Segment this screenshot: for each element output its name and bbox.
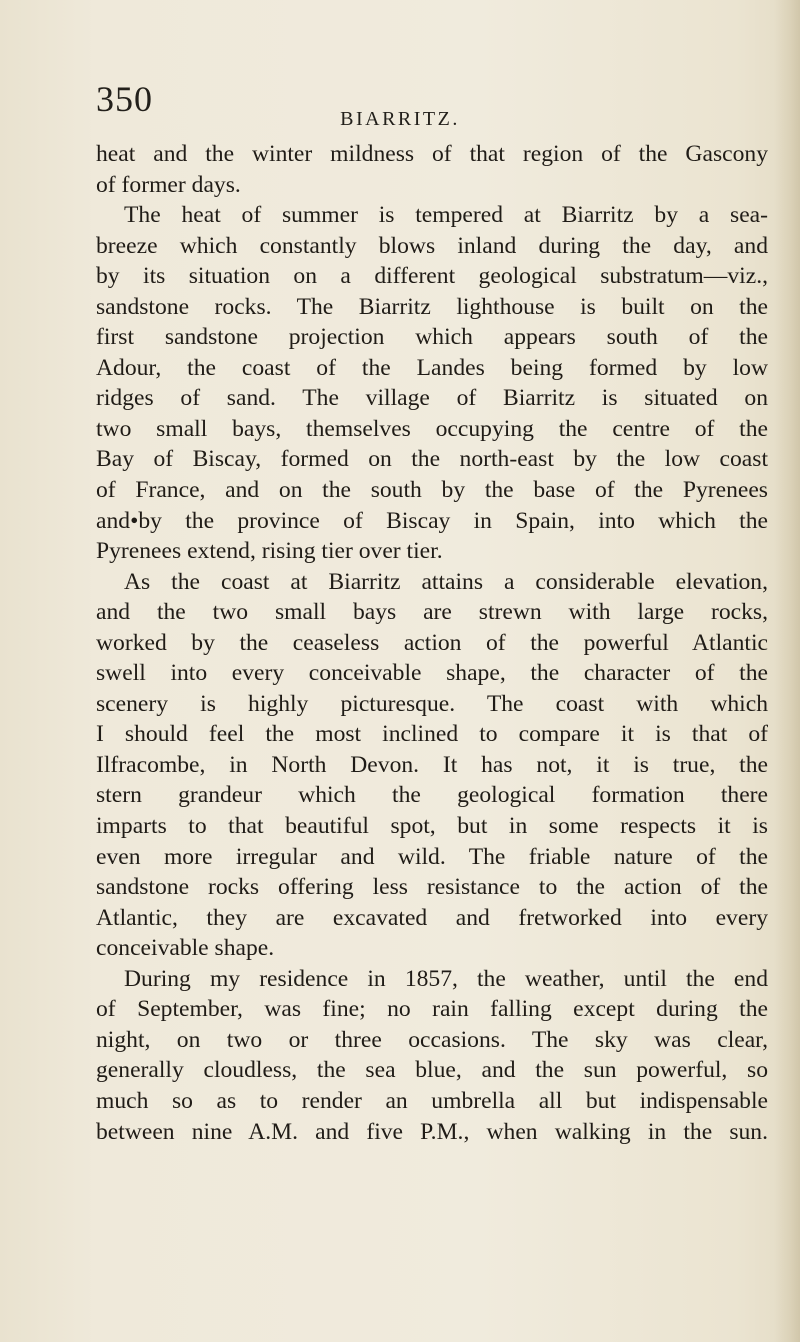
text-line: The heat of summer is tempered at Biarritz by a sea- [124,202,768,229]
text-line: and the two small bays are strewn with large rocks, [96,599,768,626]
page-number: 350 [96,79,153,119]
text-line: imparts to that beautiful spot, but in some respects it is [96,813,768,840]
text-line: between nine A.M. and five P.M., when walking in the sun. [96,1118,768,1145]
text-line: breeze which constantly blows inland during the day, and [96,232,768,259]
text-line: Adour, the coast of the Landes being formed by low [96,354,768,381]
text-line: As the coast at Biarritz attains a considerable elevation, [124,568,768,595]
running-title: BIARRITZ. [340,108,460,130]
text-line: During my residence in 1857, the weather, until the end [124,965,768,992]
body-text [96,139,768,1147]
text-line: night, on two or three occasions. The sky was clear, [96,1026,768,1053]
page-edge-stain [774,0,800,1342]
text-line: sandstone rocks offering less resistance to the action of the [96,874,768,901]
text-line: I should feel the most inclined to compare it is that of [96,721,768,748]
text-line: swell into every conceivable shape, the character of the [96,660,768,687]
text-line: worked by the ceaseless action of the powerful Atlantic [96,629,768,656]
text-line: Pyrenees extend, rising tier over tier. [96,538,443,565]
text-line: of France, and on the south by the base of the Pyrenees [96,477,768,504]
text-line: Bay of Biscay, formed on the north-east by the low coast [96,446,768,473]
running-head [0,0,800,140]
text-line: Atlantic, they are excavated and fretworked into every [96,904,768,931]
text-line: two small bays, themselves occupying the centre of the [96,415,768,442]
text-line: ridges of sand. The village of Biarritz is situated on [96,385,768,412]
text-line: heat and the winter mildness of that region of the Gascony [96,141,768,167]
text-line: sandstone rocks. The Biarritz lighthouse is built on the [96,293,768,320]
text-line: of September, was fine; no rain falling except during the [96,996,768,1023]
text-line: and•by the province of Biscay in Spain, into which the [96,507,768,534]
text-line: first sandstone projection which appears south of the [96,324,768,351]
text-line: of former days. [96,171,241,198]
text-line: conceivable shape. [96,935,275,962]
text-line: by its situation on a different geological substratum—viz., [96,263,768,290]
text-line: Ilfracombe, in North Devon. It has not, it is true, the [96,751,768,778]
text-line: stern grandeur which the geological formation there [96,782,768,809]
text-line: scenery is highly picturesque. The coast with which [96,690,768,717]
text-line: even more irregular and wild. The friable nature of the [96,843,768,870]
text-line: much so as to render an umbrella all but indispensable [96,1087,768,1114]
text-line: generally cloudless, the sea blue, and the sun powerful, so [96,1057,768,1084]
